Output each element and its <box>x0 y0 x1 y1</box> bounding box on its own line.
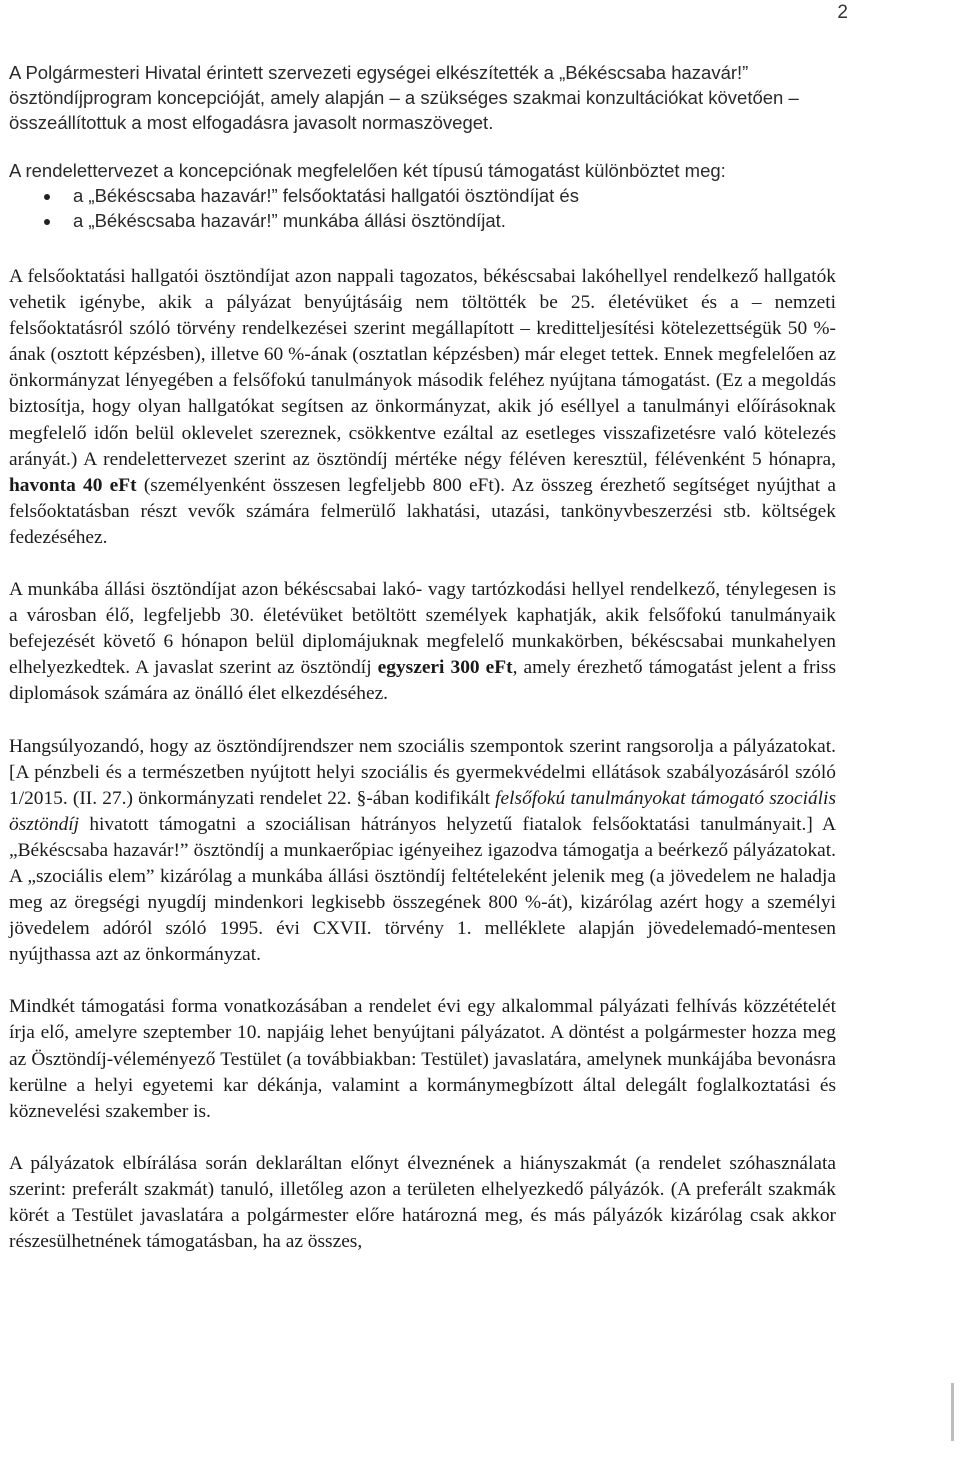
paragraph-student-scholarship <box>9 264 836 551</box>
bold-amount: egyszeri 300 eFt <box>377 657 513 679</box>
list-item <box>9 183 839 208</box>
scan-edge-mark <box>951 1383 954 1441</box>
paragraph-application-process: Mindkét támogatási forma vonatkozásában a rendelet évi egy alkalommal pályázati felhívás közzétételét írja elő, amelyre szeptember 10. napjáig lehet benyújtani pályázatot. A döntést a polgármester hozza meg az Ösztöndíj-véleményező Testület (a továbbiakban: Testület) javaslatára, amelynek munkájába bevonásra kerülne a helyi egyetemi kar dékánja, valamint a kormánymegbízott által delegált foglalkoztatási és köznevelési szakember is. <box>9 996 836 1122</box>
italic-term: felsőfokú tanulmányokat támogató szociális ösztöndíj <box>9 787 836 835</box>
support-types-list <box>9 183 839 233</box>
list-item <box>9 208 839 233</box>
bold-amount: havonta 40 eFt <box>9 474 137 496</box>
text-run: , amely érezhető támogatást jelent a friss diplomások számára az önálló élet elkezdéséhez. <box>9 657 836 705</box>
intro-paragraph-types: A rendelettervezet a koncepciónak megfelelően két típusú támogatást különböztet meg: <box>9 160 726 181</box>
paragraph-evaluation: A pályázatok elbírálása során deklaráltan előnyt élveznének a hiányszakmát (a rendelet szóhasználata szerint: preferált szakmát) tanuló, illetőleg azon a területen elhelyezkedő pályázók. (A preferált szakmák körét a Testület javaslatára a polgármester előre határozná meg, és más pályázók kizárólag csak akkor részesülhetnének támogatásban, ha az összes, <box>9 1152 836 1253</box>
text-run: hivatott támogatni a szociálisan hátrányos helyzetű fiatalok felsőoktatási tanulmányait.] A „Békéscsaba hazavár!” ösztöndíj a munkaerőpiac igényeihez igazodva támogatja a beérkező pályázatokat. A „szociális elem” kizárólag a munkába állási ösztöndíj feltételeként jelenik meg (a jövedelem ne haladja meg az öregségi nyugdíj mindenkori legkisebb összegének 800 %-át), kizárólag azért hogy a személyi jövedelem adóról szóló 1995. évi CXVII. törvény 1. melléklete alapján jövedelemadó-mentesen nyújthassa azt az önkormányzat. <box>9 813 836 966</box>
page-number: 2 <box>837 2 848 23</box>
intro-paragraph: A Polgármesteri Hivatal érintett szervezeti egységei elkészítették a „Békéscsaba hazavár!” ösztöndíjprogram koncepcióját, amely alapján – a szükséges szakmai konzultációkat követően – összeállítottuk a most elfogadásra javasolt normaszöveget. <box>9 62 799 133</box>
text-run: A felsőoktatási hallgatói ösztöndíjat azon nappali tagozatos, békéscsabai lakóhellyel rendelkező hallgatók vehetik igénybe, akik a pályázat benyújtásáig nem töltötték be 25. életévüket és a – nemzeti felsőoktatásról szóló törvény rendelkezései szerint megállapított – kreditteljesítési kötelezettségük 50 %-ának (osztott képzésben), illetve 60 %-ának (osztatlan képzésben) már eleget tettek. Ennek megfelelően az önkormányzat lényegében a felsőfokú tanulmányok második feléhez nyújtana támogatást. (Ez a megoldás biztosítja, hogy olyan hallgatókat segítsen az önkormányzat, akik jó eséllyel a tanulmányi előírásoknak megfelelő időn belül oklevelet szereznek, csökkentve ezáltal az esetleges visszafizetésre való kötelezés arányát.) A rendelettervezet szerint az ösztöndíj mértéke négy féléven keresztül, félévenként 5 hónapra, <box>9 266 836 470</box>
text-run: A munkába állási ösztöndíjat azon békéscsabai lakó- vagy tartózkodási hellyel rendelkező, ténylegesen is a városban élő, legfeljebb 30. életévüket betöltött személyek kaphatják, akik felsőfokú tanulmányaik befejezését követő 6 hónapon belül diplomájuknak megfelelő munkakörben, békéscsabai munkahelyen elhelyezkedtek. A javaslat szerint az ösztöndíj <box>9 579 836 679</box>
paragraph-employment-scholarship <box>9 577 836 707</box>
list-item-text: a „Békéscsaba hazavár!” munkába állási ösztöndíjat. <box>73 210 506 231</box>
body-section <box>9 264 836 1281</box>
text-run: Hangsúlyozandó, hogy az ösztöndíjrendszer nem szociális szempontok szerint rangsorolja a pályázatokat. [A pénzbeli és a természetben nyújtott helyi szociális és gyermekvédelmi ellátások szabályozásáról szóló 1/2015. (II. 27.) önkormányzati rendelet 22. §-ában kodifikált <box>9 735 836 809</box>
paragraph-social-aspects <box>9 734 836 969</box>
text-run: (személyenként összesen legfeljebb 800 eFt). Az összeg érezhető segítséget nyújthat a felsőoktatásban részt vevők számára felmerülő lakhatási, utazási, tankönyvbeszerzési stb. költségek fedezéséhez. <box>9 474 836 548</box>
list-item-text: a „Békéscsaba hazavár!” felsőoktatási hallgatói ösztöndíjat és <box>73 185 579 206</box>
bullet-icon <box>44 194 50 200</box>
bullet-icon <box>44 219 50 225</box>
intro-section <box>9 60 839 233</box>
